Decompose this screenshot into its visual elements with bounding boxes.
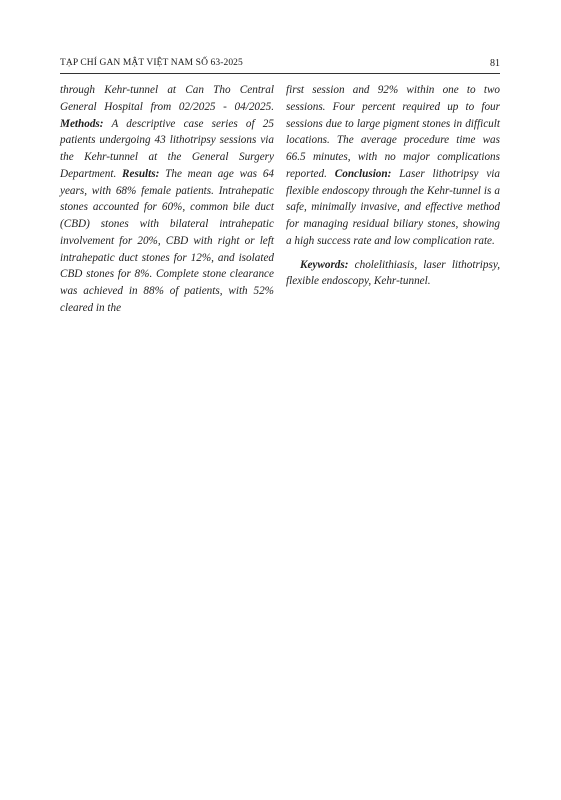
keywords-paragraph	[286, 257, 500, 291]
page-number: 81	[490, 58, 500, 69]
abstract-left-paragraph	[60, 82, 274, 317]
abstract-right-paragraph	[286, 82, 500, 250]
methods-label: Methods:	[60, 117, 104, 130]
journal-title: TẠP CHÍ GAN MẬT VIỆT NAM SỐ 63-2025	[60, 58, 243, 68]
methods-text: A descriptive case series of 25 patients undergoing 43 lithotripsy sessions via the Kehr-tunnel at the General Surgery Department.	[60, 117, 274, 180]
right-column	[286, 82, 500, 290]
conclusion-text: Laser lithotripsy via flexible endoscopy through the Kehr-tunnel is a safe, minimally invasive, and effective method for managing residual biliary stones, showing a high success rate and low complication rate.	[286, 167, 501, 247]
left-column	[60, 82, 274, 317]
results-text: The mean age was 64 years, with 68% female patients. Intrahepatic stones accounted for 60%, common bile duct (CBD) stones with bilateral intrahepatic involvement for 20%, CBD with right or left intrahepatic duct stones for 12%, and isolated CBD stones for 8%. Complete stone clearance was achieved in 88% of patients, with 52% cleared in the	[60, 167, 275, 314]
header-rule	[60, 73, 500, 74]
keywords-label: Keywords:	[300, 258, 349, 271]
conclusion-label: Conclusion:	[334, 167, 392, 180]
keywords-text: cholelithiasis, laser lithotripsy, flexible endoscopy, Kehr-tunnel.	[286, 258, 500, 288]
intro-text: through Kehr-tunnel at Can Tho Central General Hospital from 02/2025 - 04/2025.	[60, 84, 274, 113]
continuation-text: first session and 92% within one to two sessions. Four percent required up to four sessions due to large pigment stones in difficult locations. The average procedure time was 66.5 minutes, with no major complications reported.	[286, 84, 500, 180]
results-label: Results:	[122, 167, 160, 180]
